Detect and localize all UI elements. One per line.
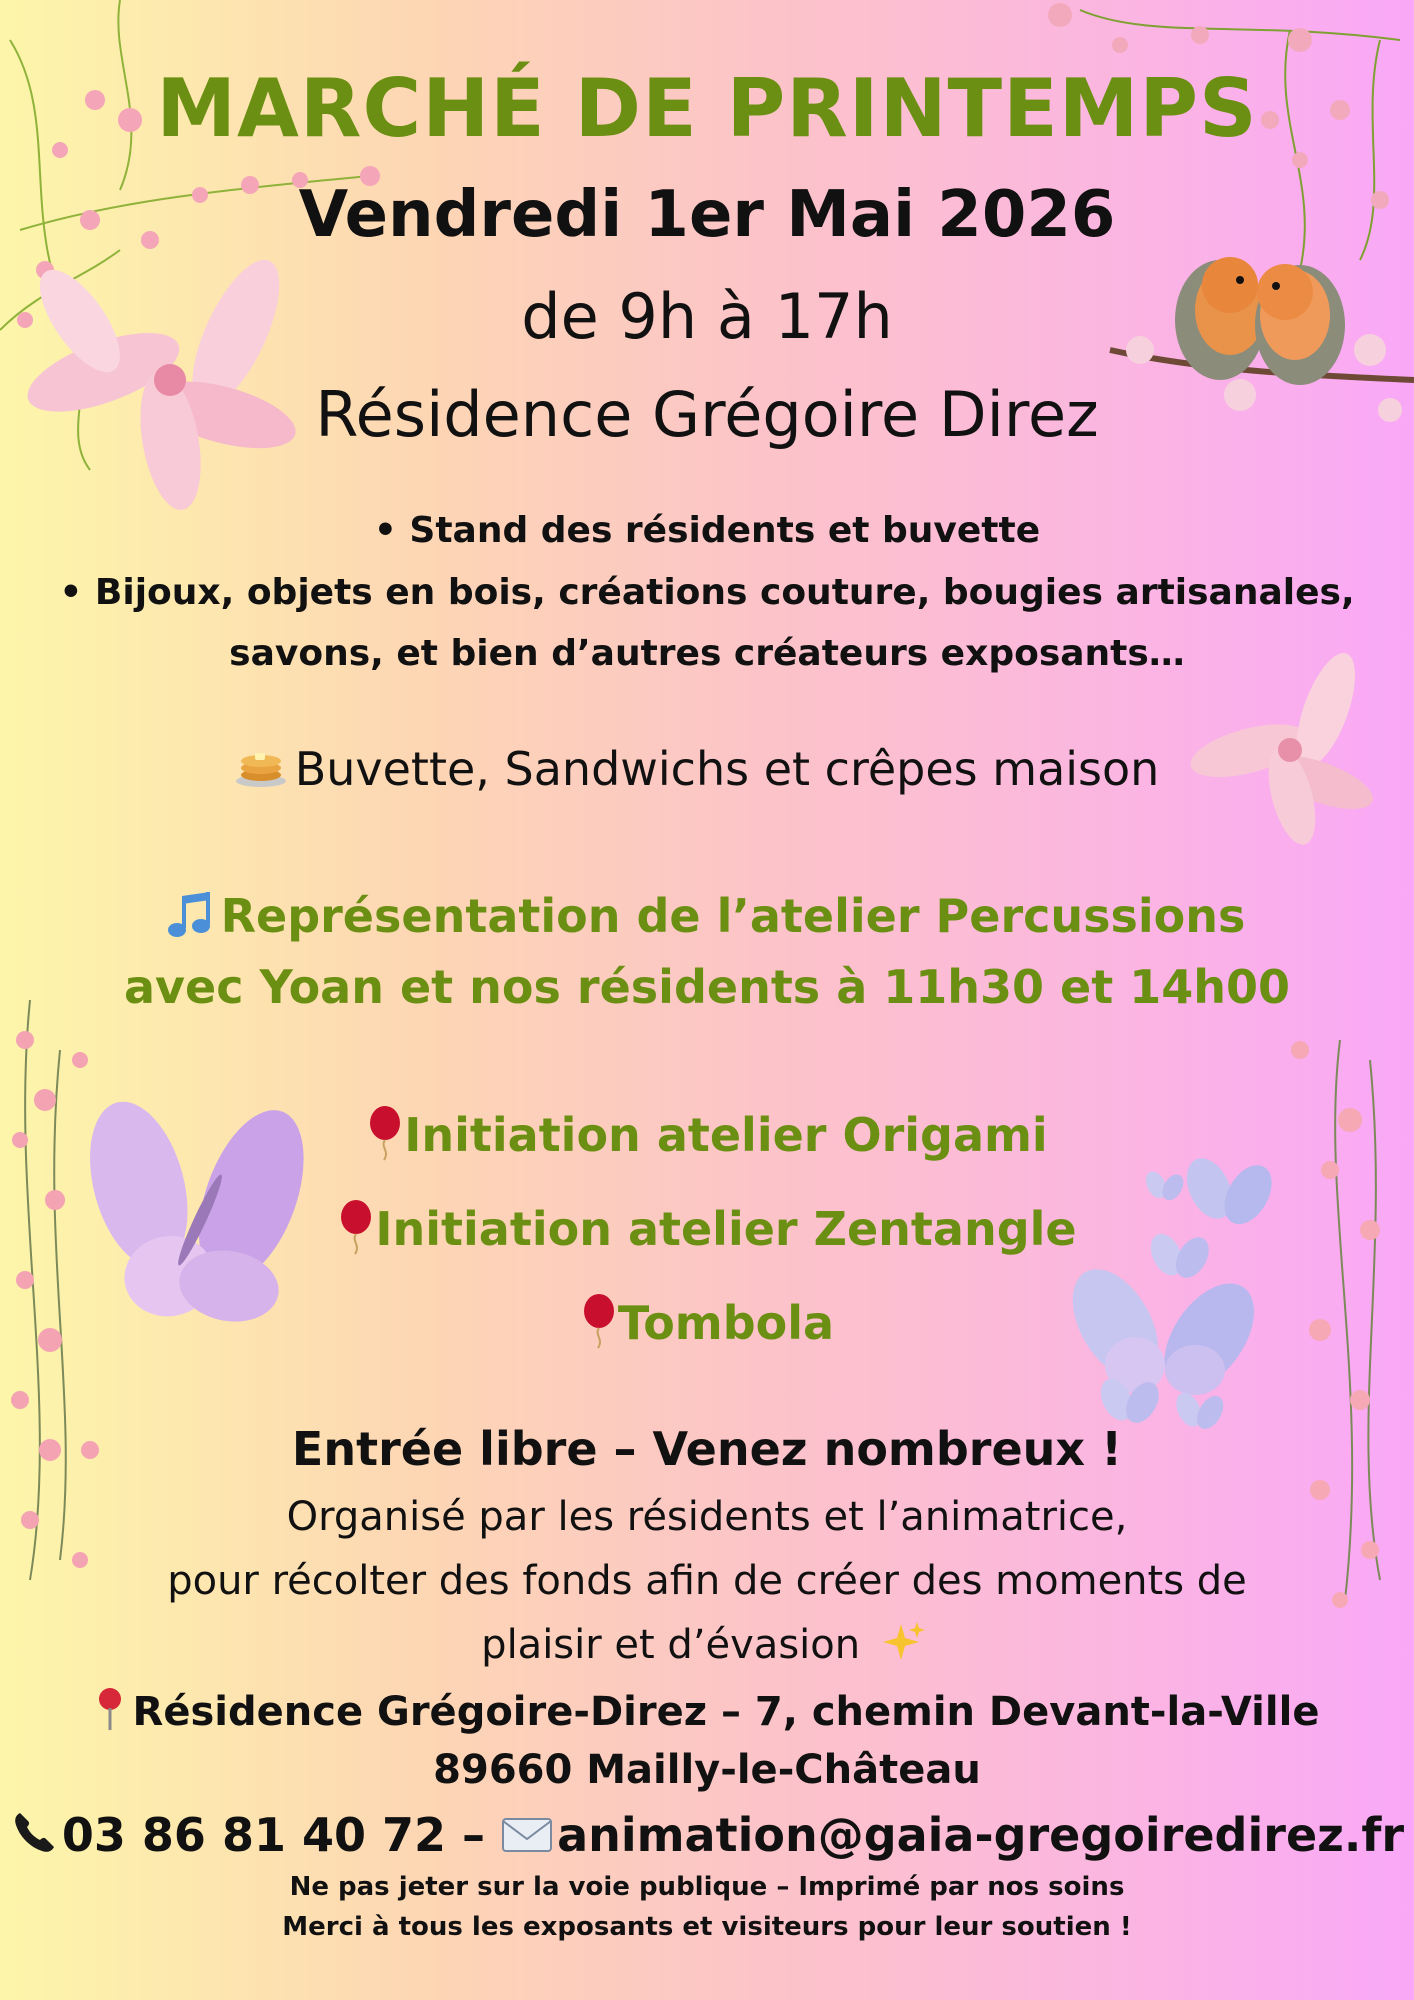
buvette-text: Buvette, Sandwichs et crêpes maison	[294, 742, 1160, 796]
email-address: animation@gaia-gregoiredirez.fr	[557, 1808, 1405, 1862]
event-hours: de 9h à 17h	[521, 280, 893, 353]
contact-separator: –	[462, 1808, 486, 1862]
activity-label: Initiation atelier Zentangle	[375, 1202, 1077, 1256]
footer-line-2: Merci à tous les exposants et visiteurs pour leur soutien !	[282, 1912, 1132, 1942]
stands-line-2: • Bijoux, objets en bois, créations couture, bougies artisanales,	[59, 572, 1355, 613]
phone-number: 03 86 81 40 72	[61, 1808, 447, 1862]
entry-line: Entrée libre – Venez nombreux !	[291, 1422, 1123, 1476]
organised-line-3	[0, 1620, 1414, 1674]
envelope-icon	[501, 1812, 553, 1866]
sparkles-icon	[881, 1620, 925, 1674]
footer-line-1: Ne pas jeter sur la voie publique – Imprimé par nos soins	[289, 1872, 1125, 1902]
activity-item	[0, 1293, 1414, 1360]
balloon-icon	[337, 1199, 375, 1266]
event-venue: Résidence Grégoire Direz	[315, 378, 1099, 451]
organised-text-3: plaisir et d’évasion	[481, 1622, 861, 1668]
contact-line	[0, 1808, 1414, 1868]
percussion-text-1: Représentation de l’atelier Percussions	[220, 889, 1246, 943]
percussion-line-2: avec Yoan et nos résidents à 11h30 et 14h00	[123, 960, 1291, 1014]
map-pin-icon	[95, 1686, 125, 1742]
address-text-1: Résidence Grégoire-Direz – 7, chemin Devant-la-Ville	[132, 1689, 1320, 1735]
event-date: Vendredi 1er Mai 2026	[298, 178, 1116, 252]
activity-item	[0, 1105, 1414, 1172]
stands-line-3: savons, et bien d’autres créateurs exposants…	[229, 633, 1185, 674]
activity-label: Tombola	[617, 1296, 835, 1350]
organised-line-2: pour récolter des fonds afin de créer des moments de	[167, 1558, 1247, 1604]
event-title: MARCHÉ DE PRINTEMPS	[156, 62, 1258, 155]
balloon-icon	[366, 1105, 404, 1172]
organised-line-1: Organisé par les résidents et l’animatrice,	[286, 1494, 1128, 1540]
left-floral-column-illustration	[11, 1000, 99, 1580]
address-line-1	[0, 1686, 1414, 1742]
activity-item	[0, 1199, 1414, 1266]
stands-line-1: • Stand des résidents et buvette	[373, 510, 1041, 551]
balloon-icon	[580, 1293, 618, 1360]
address-line-2: 89660 Mailly-le-Château	[433, 1747, 981, 1793]
buvette-line	[0, 742, 1404, 800]
pancake-icon	[235, 745, 287, 800]
music-notes-icon	[165, 888, 219, 951]
percussion-line-1	[0, 888, 1412, 951]
activity-label: Initiation atelier Origami	[404, 1108, 1048, 1162]
phone-icon	[10, 1809, 58, 1868]
